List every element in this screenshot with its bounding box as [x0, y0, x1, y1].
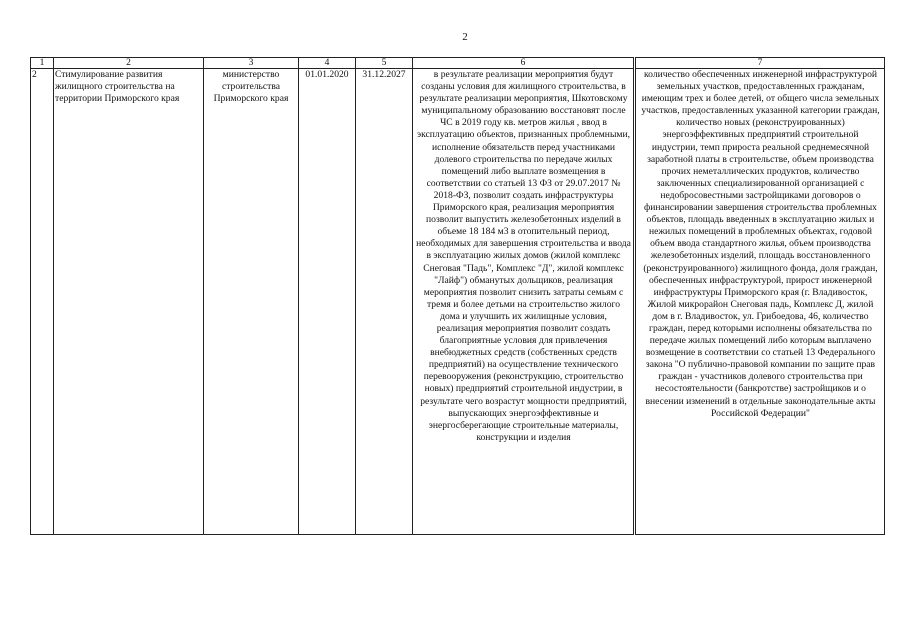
header-cell-7: 7 [635, 58, 885, 69]
header-cell-5: 5 [356, 58, 413, 69]
header-cell-2: 2 [54, 58, 204, 69]
header-cell-6: 6 [413, 58, 635, 69]
program-table [30, 57, 885, 535]
header-cell-3: 3 [204, 58, 299, 69]
header-cell-1: 1 [31, 58, 54, 69]
row-number: 2 [31, 69, 54, 535]
start-date: 01.01.2020 [299, 69, 356, 535]
executor: министерство строительства Приморского края [204, 69, 299, 535]
end-date: 31.12.2027 [356, 69, 413, 535]
indicators: количество обеспеченных инженерной инфраструктурой земельных участков, предоставленных гражданам, имеющим трех и более детей, от общего числа земельных участков, предоставленных указанной категории граждан, количество новых (реконструированных) энергоэффективных предприятий строительной индустрии, темп прироста реальной среднемесячной заработной платы в строительстве, объем производства прочих неметаллических продуктов, количество заключенных специализированной организацией с недобросовестными застройщиками договоров о финансировании завершения строительства проблемных объектов, площадь введенных в эксплуатацию жилых и нежилых помещений в проблемных объектах, годовой объем ввода стандартного жилья, объем производства железобетонных изделий, площадь восстановленного (реконструированного) жилищного фонда, доля граждан, обеспеченных инфраструктурой, прирост инженерной инфраструктуры Приморского края (г. Владивосток, Жилой микрорайон Снеговая падь, Комплекс Д, жилой дом в г. Владивосток, ул. Грибоедова, 46, количество граждан, перед которыми исполнены обязательства по передаче жилых помещений либо которым выплачено возмещение в соответствии со статьей 13 Федерального закона "О публично-правовой компании по защите прав граждан - участников долевого строительства при несостоятельности (банкротстве) застройщиков и о внесении изменений в отдельные законодательные акты Российской Федерации" [635, 69, 885, 535]
page-number: 2 [462, 31, 468, 43]
expected-result: в результате реализации мероприятия будут созданы условия для жилищного строительства, в результате реализации мероприятия, Шкотовскому муниципальному образованию восстановят после ЧС в 2019 году кв. метров жилья , ввод в эксплуатацию объектов, признанных проблемными, исполнение обязательств перед участниками долевого строительства по передаче жилых помещений либо выплате возмещения в соответствии со статьей 13 ФЗ от 29.07.2017 № 2018-ФЗ, позволит создать инфраструктуры Приморского края, реализация мероприятия позволит выпустить железобетонных изделий в объеме 18 184 м3 в отопительный период, необходимых для завершения строительства и ввода в эксплуатацию жилых домов (жилой комплекс Снеговая "Падь", Комплекс "Д", жилой комплекс "Лайф") обманутых дольщиков, реализация мероприятия позволит снизить затраты семьям с тремя и более детьми на строительство жилого дома и улучшить их жилищные условия, реализация мероприятия позволит создать благоприятные условия для привлечения внебюджетных средств (собственных средств предприятий) на осуществление технического перевооружения (реконструкцию, строительство новых) предприятий строительной индустрии, в результате чего возрастут мощности предприятий, выпускающих энергоэффективные и энергосберегающие строительные материалы, конструкции и изделия [413, 69, 635, 535]
table-row [31, 69, 885, 535]
header-row [31, 58, 885, 69]
measure-name: Стимулирование развития жилищного строительства на территории Приморского края [54, 69, 204, 535]
header-cell-4: 4 [299, 58, 356, 69]
